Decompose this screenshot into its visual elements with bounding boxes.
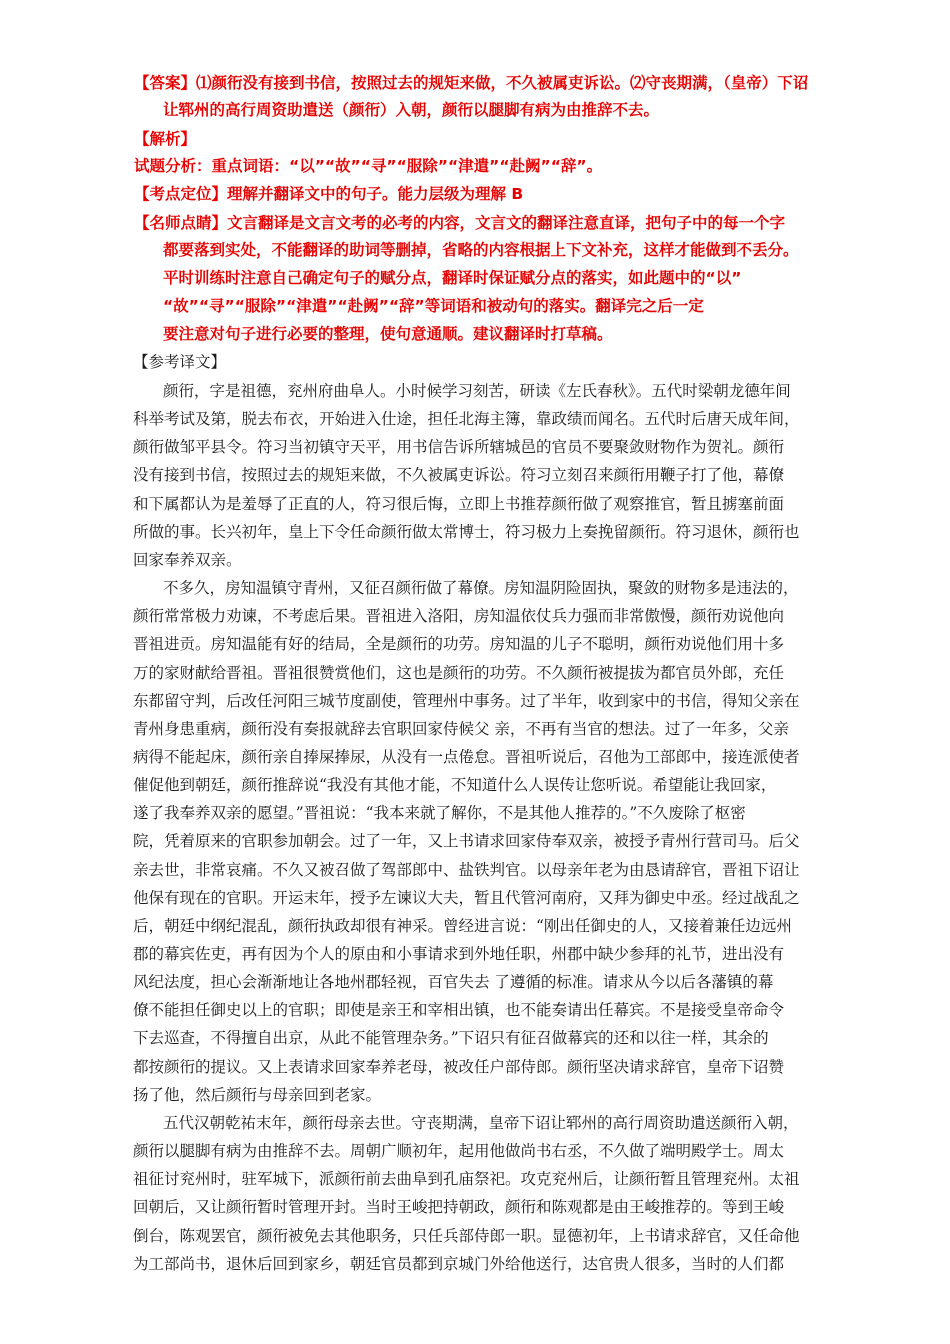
translation-line: 回朝后，又让颜衎暂时管理开封。当时王峻把持朝政，颜衎和陈观都是由王峻推荐的。等到王峻 <box>133 1198 785 1216</box>
translation-line: 青州身患重病，颜衎没有奏报就辞去官职回家侍候父 亲，不再有当官的想法。过了一年多，父亲 <box>133 720 789 738</box>
translation-line: 下去巡查，不得擅自出京，从此不能管理杂务。”下诏只有征召做幕宾的还和以往一样，其余的 <box>133 1029 769 1047</box>
translation-line: 为工部尚书，退休后回到家乡，朝廷官员都到京城门外给他送行，达官贵人很多，当时的人们都 <box>133 1255 785 1273</box>
translation-heading: 【参考译文】 <box>133 353 227 371</box>
translation-line: 晋祖进贡。房知温能有好的结局，全是颜衎的功劳。房知温的儿子不聪明，颜衎劝说他们用十多 <box>133 635 785 653</box>
translation-line: 催促他到朝廷，颜衎推辞说“我没有其他才能，不知道什么人误传让您听说。希望能让我回家， <box>133 776 777 794</box>
translation-line: 他保有现在的官职。开运末年，授予左谏议大夫，暂且代管河南府，又拜为御史中丞。经过战乱之 <box>133 889 800 907</box>
translation-line: 五代汉朝乾祐末年，颜衎母亲去世。守丧期满，皇帝下诏让郓州的高行周资助遣送颜衎入朝， <box>163 1114 799 1132</box>
answer-line-2: 让郓州的高行周资助遣送（颜衎）入朝，颜衎以腿脚有病为由推辞不去。 <box>163 101 660 119</box>
translation-line: 病得不能起床，颜衎亲自捧屎捧尿，从没有一点倦怠。晋祖听说后，召他为工部郎中，接连派使者 <box>133 748 800 766</box>
translation-line: 万的家财献给晋祖。晋祖很赞赏他们，这也是颜衎的功劳。不久颜衎被提拔为都官员外郎，充任 <box>133 664 785 682</box>
translation-line: 都按颜衎的提议。又上表请求回家奉养老母，被改任户部侍郎。颜衎坚决请求辞官，皇帝下诏赞 <box>133 1058 785 1076</box>
translation-line: 颜衎，字是祖德，兖州府曲阜人。小时候学习刻苦，研读《左氏春秋》。五代时梁朝龙德年间 <box>163 382 791 400</box>
translation-line: 风纪法度，担心会渐渐地让各地州郡轻视，百官失去 了遵循的标准。请求从今以后各藩镇的幕 <box>133 973 774 991</box>
translation-line: 郡的幕宾佐吏，再有因为个人的原由和小事请求到外地任职，州郡中缺少参拜的礼节，进出没有 <box>133 945 785 963</box>
translation-line: 僚不能担任御史以上的官职；即使是亲王和宰相出镇，也不能奏请出任幕宾。不是接受皇帝命令 <box>133 1001 785 1019</box>
analysis-detail: 试题分析：重点词语：“以”“故”“寻”“服除”“津遣”“赴阙”“辞”。 <box>134 157 603 175</box>
translation-line: 遂了我奉养双亲的愿望。”晋祖说：“我本来就了解你，不是其他人推荐的。”不久废除了枢密 <box>133 804 746 822</box>
teacher-note-line-2: 都要落到实处，不能翻译的助词等删掉，省略的内容根据上下文补充，这样才能做到不丢分。 <box>163 241 799 259</box>
translation-line: 回家奉养双亲。 <box>133 551 242 569</box>
translation-line: 后，朝廷中纲纪混乱，颜衎执政却很有神采。曾经进言说：“刚出任御史的人，又接着兼任边远州 <box>133 917 792 935</box>
teacher-note-line-3: 平时训练时注意自己确定句子的赋分点，翻译时保证赋分点的落实，如此题中的“以” <box>163 269 742 287</box>
translation-line: 祖征讨兖州时，驻军城下，派颜衎前去曲阜到孔庙祭祀。攻克兖州后，让颜衎暂且管理兖州。太祖 <box>133 1170 800 1188</box>
translation-line: 颜衎以腿脚有病为由推辞不去。周朝广顺初年，起用他做尚书右丞，不久做了端明殿学士。周太 <box>133 1142 785 1160</box>
analysis-heading: 【解析】 <box>134 130 197 148</box>
translation-line: 所做的事。长兴初年，皇上下令任命颜衎做太常博士，符习极力上奏挽留颜衎。符习退休，颜衎也 <box>133 523 800 541</box>
translation-line: 扬了他，然后颜衎与母亲回到老家。 <box>133 1086 382 1104</box>
teacher-note-line-4: “故”“寻”“服除”“津遣”“赴阙”“辞”等词语和被动句的落实。翻译完之后一定 <box>163 297 704 315</box>
translation-line: 没有接到书信，按照过去的规矩来做，不久被属吏诉讼。符习立刻召来颜衎用鞭子打了他，幕僚 <box>133 466 785 484</box>
teacher-note-line-5: 要注意对句子进行必要的整理，使句意通顺。建议翻译时打草稿。 <box>163 325 613 343</box>
translation-line: 颜衎做邹平县令。符习当初镇守天平，用书信告诉所辖城邑的官员不要聚敛财物作为贺礼。颜衎 <box>133 438 785 456</box>
translation-line: 院，凭着原来的官职参加朝会。过了一年，又上书请求回家侍奉双亲，被授予青州行营司马。后父 <box>133 832 800 850</box>
translation-line: 和下属都认为是羞辱了正直的人，符习很后悔，立即上书推荐颜衎做了观察推官，暂且掳塞前面 <box>133 495 785 513</box>
teacher-note-line-1: 【名师点睛】文言翻译是文言文考的必考的内容，文言文的翻译注意直译，把句子中的每一个字 <box>134 214 786 232</box>
translation-line: 不多久，房知温镇守青州，又征召颜衎做了幕僚。房知温阴险固执，聚敛的财物多是违法的， <box>163 579 799 597</box>
translation-line: 亲去世，非常哀痛。不久又被召做了驾部郎中、盐铁判官。以母亲年老为由恳请辞官，晋祖下诏让 <box>133 861 800 879</box>
translation-line: 科举考试及第，脱去布衣，开始进入仕途，担任北海主簿，靠政绩而闻名。五代时后唐天成年间， <box>133 410 800 428</box>
translation-line: 颜衎常常极力劝谏，不考虑后果。晋祖进入洛阳，房知温依仗兵力强而非常傲慢，颜衎劝说他向 <box>133 607 785 625</box>
translation-line: 东都留守判，后改任河阳三城节度副使，管理州中事务。过了半年，收到家中的书信，得知父亲在 <box>133 692 800 710</box>
translation-line: 倒台，陈观罢官，颜衎被免去其他职务，只任兵部侍郎一职。显德初年，上书请求辞官，又任命他 <box>133 1227 800 1245</box>
answer-line-1: 【答案】⑴颜衎没有接到书信，按照过去的规矩来做，不久被属吏诉讼。⑵守丧期满，（皇帝）下诏 <box>134 74 809 92</box>
point-text: 【考点定位】理解并翻译文中的句子。能力层级为理解 B <box>134 185 524 203</box>
